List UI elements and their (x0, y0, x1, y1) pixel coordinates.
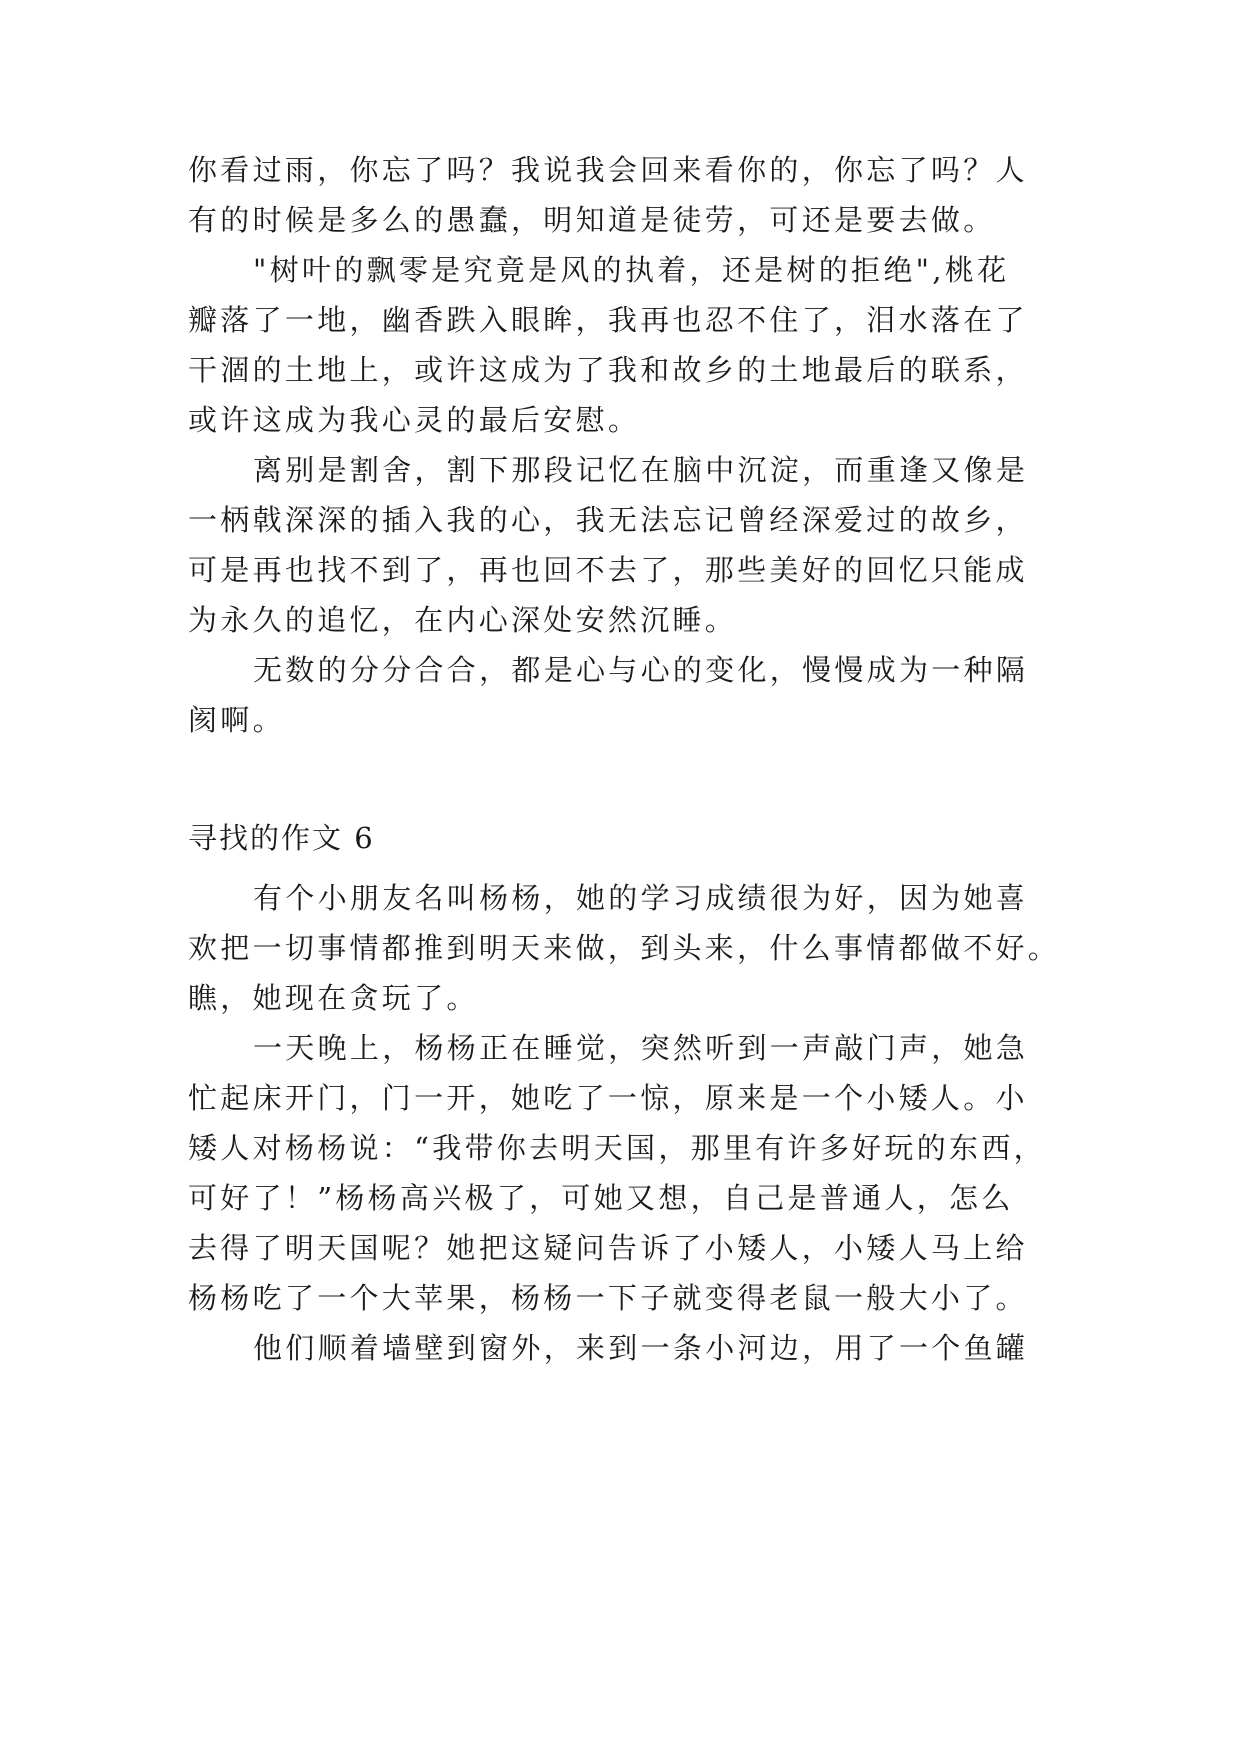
section-title: 寻找的作文 6 (188, 821, 375, 855)
paragraph-line: 一天晚上，杨杨正在睡觉，突然听到一声敲门声，她急 (253, 1031, 1029, 1065)
paragraph-line: 他们顺着墙壁到窗外，来到一条小河边，用了一个鱼罐 (253, 1331, 1029, 1365)
paragraph-line: 你看过雨，你忘了吗？我说我会回来看你的，你忘了吗？人 (188, 153, 1028, 187)
paragraph-line: 忙起床开门，门一开，她吃了一惊，原来是一个小矮人。小 (188, 1081, 1028, 1115)
paragraph-line: "树叶的飘零是究竟是风的执着，还是树的拒绝",桃花 (253, 253, 1010, 287)
paragraph-line: 瓣落了一地，幽香跌入眼眸，我再也忍不住了，泪水落在了 (188, 303, 1028, 337)
paragraph-line: 去得了明天国呢？她把这疑问告诉了小矮人，小矮人马上给 (188, 1231, 1028, 1265)
paragraph-line: 无数的分分合合，都是心与心的变化，慢慢成为一种隔 (253, 653, 1029, 687)
paragraph-line: 杨杨吃了一个大苹果，杨杨一下子就变得老鼠一般大小了。 (188, 1281, 1028, 1315)
paragraph-line: 为永久的追忆，在内心深处安然沉睡。 (188, 603, 738, 637)
paragraph-line: 干涸的土地上，或许这成为了我和故乡的土地最后的联系， (188, 353, 1028, 387)
paragraph-line: 可好了！”杨杨高兴极了，可她又想，自己是普通人，怎么 (188, 1181, 1014, 1215)
paragraph-line: 矮人对杨杨说：“我带你去明天国，那里有许多好玩的东西， (188, 1131, 1046, 1165)
paragraph-line: 一柄戟深深的插入我的心，我无法忘记曾经深爱过的故乡， (188, 503, 1028, 537)
paragraph-line: 或许这成为我心灵的最后安慰。 (188, 403, 641, 437)
paragraph-line: 离别是割舍，割下那段记忆在脑中沉淀，而重逢又像是 (253, 453, 1029, 487)
paragraph-line: 可是再也找不到了，再也回不去了，那些美好的回忆只能成 (188, 553, 1028, 587)
paragraph-line: 有个小朋友名叫杨杨，她的学习成绩很为好，因为她喜 (253, 881, 1029, 915)
paragraph-line: 有的时候是多么的愚蠢，明知道是徒劳，可还是要去做。 (188, 203, 996, 237)
paragraph-line: 欢把一切事情都推到明天来做，到头来，什么事情都做不好。 (188, 931, 1061, 965)
paragraph-line: 阂啊。 (188, 703, 285, 737)
paragraph-line: 瞧，她现在贪玩了。 (188, 981, 479, 1015)
